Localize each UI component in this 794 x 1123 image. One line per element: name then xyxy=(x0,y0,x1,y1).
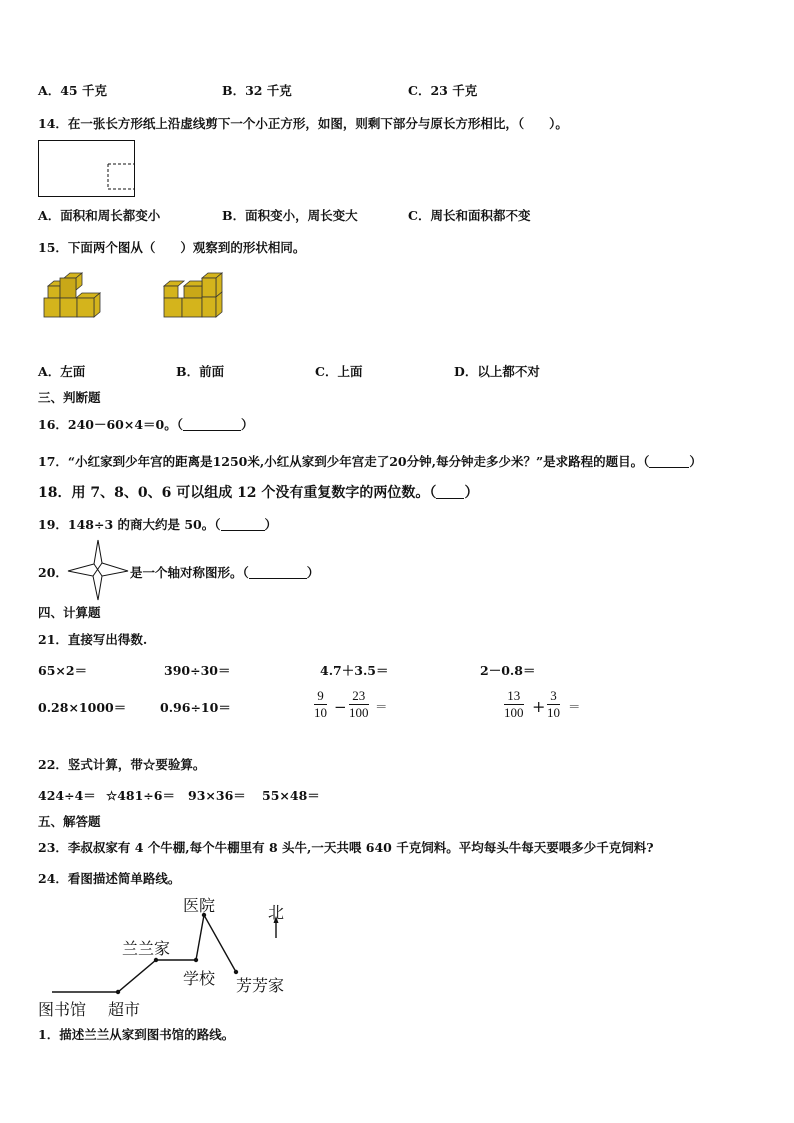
q21-fraction-13-100 xyxy=(504,688,524,721)
q15-option-a: A．左面 xyxy=(38,364,86,379)
section-judgement-heading: 三、判断题 xyxy=(38,390,101,405)
q21-fraction-equals-1: ＝ xyxy=(375,699,388,714)
q14-rectangle-figure xyxy=(38,140,136,198)
map-label-fangfang-home: 芳芳家 xyxy=(236,976,285,995)
q20-star-figure xyxy=(66,538,132,604)
q20-close-paren: ） xyxy=(306,565,320,580)
q17 xyxy=(38,454,702,470)
q20-text: 是一个轴对称图形。（ xyxy=(130,565,249,580)
q13-option-a: A．45 千克 xyxy=(38,83,107,98)
q21-fraction-op-minus: − xyxy=(334,698,347,716)
map-label-hospital: 医院 xyxy=(183,896,216,915)
q15-option-c: C．上面 xyxy=(315,364,363,379)
fraction-numerator: 13 xyxy=(504,688,524,705)
q22-item-3: 93×36＝ xyxy=(188,788,246,803)
q21-fraction-23-100 xyxy=(349,688,369,721)
q15-cube-figure-right xyxy=(162,272,228,318)
q17-text: 17．“小红家到少年宫的距离是1250米,小红从家到少年宫走了20分钟,每分钟走多少米？”是求路程的题目。（ xyxy=(38,454,650,469)
q14-option-b: B．面积变小，周长变大 xyxy=(222,208,358,223)
q15-option-b: B．前面 xyxy=(176,364,225,379)
fraction-numerator: 23 xyxy=(349,688,369,705)
q14-option-c: C．周长和面积都不变 xyxy=(408,208,531,223)
q22-item-1: 424÷4＝ xyxy=(38,788,96,803)
map-label-north: 北 xyxy=(268,903,285,922)
q15-cube-figure-left xyxy=(42,272,108,318)
q14-stem: 14．在一张长方形纸上沿虚线剪下一个小正方形，如图，则剩下部分与原长方形相比，（ ）。 xyxy=(38,116,568,131)
q16-answer-blank[interactable] xyxy=(183,418,241,431)
section-calculation-heading: 四、计算题 xyxy=(38,605,101,620)
q19-close-paren: ） xyxy=(264,517,278,532)
fraction-denominator: 100 xyxy=(504,705,524,720)
q16 xyxy=(38,417,254,433)
q22-item-2: ☆481÷6＝ xyxy=(106,788,175,803)
q15-stem: 15．下面两个图从（ ）观察到的形状相同。 xyxy=(38,240,306,255)
q21-item-2: 390÷30＝ xyxy=(164,663,231,678)
q19-answer-blank[interactable] xyxy=(221,518,265,531)
map-label-library: 图书馆 xyxy=(38,1000,87,1019)
q22-item-4: 55×48＝ xyxy=(262,788,320,803)
q21-fraction-9-10 xyxy=(314,688,327,721)
q21-fraction-equals-2: ＝ xyxy=(568,699,581,714)
q19-text: 19．148÷3 的商大约是 50。（ xyxy=(38,517,221,532)
q13-option-b: B．32 千克 xyxy=(222,83,292,98)
fraction-numerator: 9 xyxy=(314,688,327,705)
q17-close-paren: ） xyxy=(689,454,702,469)
q20-number: 20． xyxy=(38,565,68,580)
q22-stem: 22．竖式计算，带☆要验算。 xyxy=(38,757,206,772)
q20-answer-blank[interactable] xyxy=(249,566,307,579)
fraction-numerator: 3 xyxy=(547,688,560,705)
q21-fraction-3-10 xyxy=(547,688,560,721)
map-label-lanlan-home: 兰兰家 xyxy=(122,939,171,958)
q13-option-c: C．23 千克 xyxy=(408,83,478,98)
q24-stem: 24．看图描述简单路线。 xyxy=(38,871,181,886)
q21-fraction-op-plus: + xyxy=(532,697,546,716)
map-label-supermarket: 超市 xyxy=(108,1000,141,1019)
q18-text: 18．用 7、8、0、6 可以组成 12 个没有重复数字的两位数。（ xyxy=(38,485,437,501)
q15-option-d: D．以上都不对 xyxy=(454,364,540,379)
q16-close-paren: ） xyxy=(241,417,254,432)
q17-answer-blank[interactable] xyxy=(649,455,689,468)
q20 xyxy=(130,565,319,581)
q21-item-3: 4.7＋3.5＝ xyxy=(320,663,389,678)
q18 xyxy=(38,485,478,501)
q21-item-5: 0.28×1000＝ xyxy=(38,700,127,715)
q14-option-a: A．面积和周长都变小 xyxy=(38,208,161,223)
fraction-denominator: 100 xyxy=(349,705,369,720)
fraction-denominator: 10 xyxy=(314,705,327,720)
q18-close-paren: ） xyxy=(464,485,479,501)
q18-answer-blank[interactable] xyxy=(436,486,464,499)
q21-item-4: 2－0.8＝ xyxy=(480,663,536,678)
q16-text: 16．240－60×4＝0。（ xyxy=(38,417,184,432)
map-label-school: 学校 xyxy=(183,969,216,988)
q21-item-6: 0.96÷10＝ xyxy=(160,700,231,715)
section-word-problems-heading: 五、解答题 xyxy=(38,814,101,829)
q23: 23．李叔叔家有 4 个牛棚,每个牛棚里有 8 头牛,一天共喂 640 千克饲料。平均每头牛每天要喂多少千克饲料? xyxy=(38,840,654,855)
q24-subquestion-1: 1．描述兰兰从家到图书馆的路线。 xyxy=(38,1027,235,1042)
q19 xyxy=(38,517,277,533)
q21-stem: 21．直接写出得数. xyxy=(38,632,148,647)
fraction-denominator: 10 xyxy=(547,705,560,720)
q21-item-1: 65×2＝ xyxy=(38,663,88,678)
